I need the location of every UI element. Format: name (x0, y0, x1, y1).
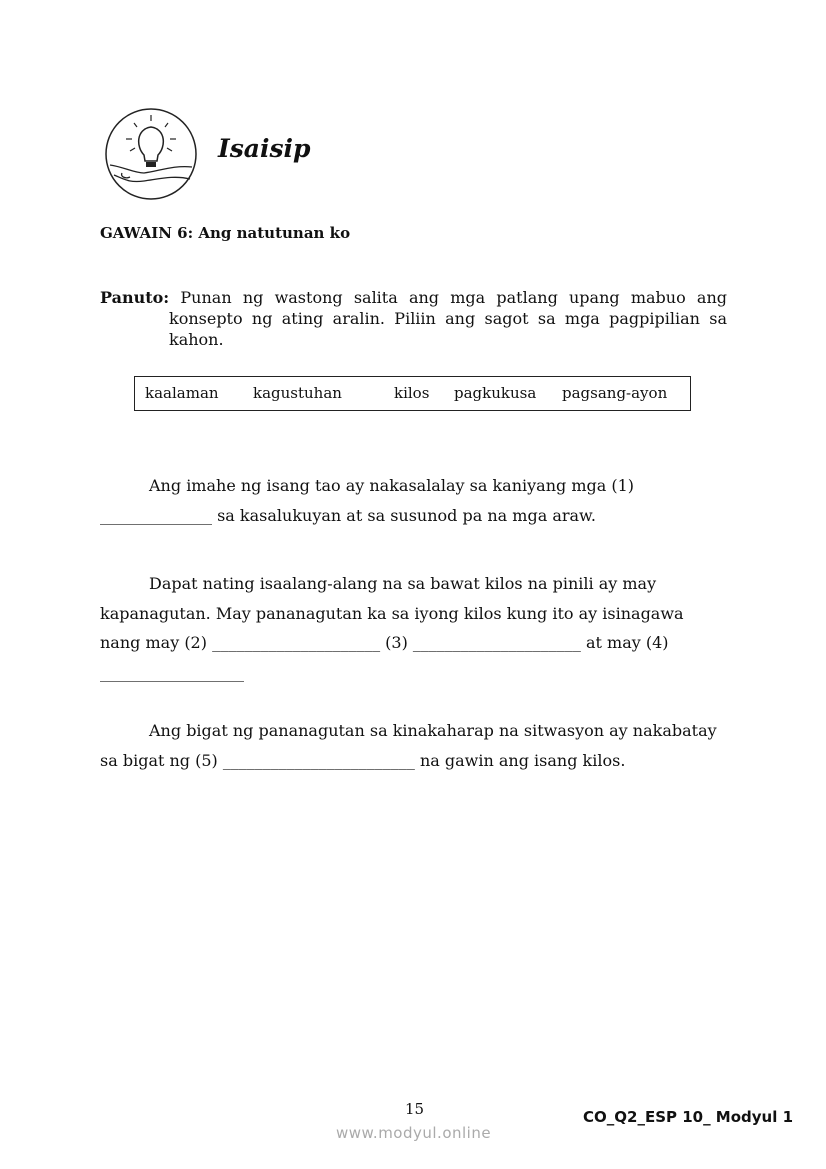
watermark: www.modyul.online (336, 1124, 492, 1142)
paragraph-line-blank-1[interactable]: ______________ sa kasalukuyan at sa susunod pa na mga araw. (100, 505, 596, 525)
instructions-text: Punan ng wastong salita ang mga patlang upang mabuo ang konsepto ng ating aralin. Piliin ang sagot sa mga pagpipilian sa kahon. (169, 288, 727, 349)
section-title: Isaisip (218, 134, 311, 163)
lightbulb-hand-icon (104, 107, 198, 201)
paragraph-line: kapanagutan. May pananagutan ka sa iyong kilos kung ito ay isinagawa (100, 603, 684, 623)
instructions (100, 287, 727, 350)
word-bank-item: pagsang-ayon (562, 384, 668, 402)
instructions-label: Panuto: (100, 288, 170, 307)
paragraph-2 (100, 569, 727, 687)
paragraph-line-blank-5[interactable]: sa bigat ng (5) ________________________ na gawin ang isang kilos. (100, 750, 626, 770)
paragraph-line: Ang imahe ng isang tao ay nakasalalay sa kaniyang mga (1) (149, 476, 635, 495)
word-bank-item: kagustuhan (253, 384, 342, 402)
activity-title: GAWAIN 6: Ang natutunan ko (100, 224, 351, 242)
word-bank-item: pagkukusa (454, 384, 537, 402)
paragraph-line-blanks-2-4[interactable]: nang may (2) _____________________ (3) _____________________ at may (4) (100, 633, 669, 652)
paragraph-line: Ang bigat ng pananagutan sa kinakaharap na sitwasyon ay nakabatay (149, 721, 717, 740)
module-code: CO_Q2_ESP 10_ Modyul 1 (583, 1108, 794, 1126)
word-bank-item: kaalaman (145, 384, 219, 402)
paragraph-line-blank-4[interactable]: __________________ (100, 662, 244, 682)
paragraph-line: Dapat nating isaalang-alang na sa bawat kilos na pinili ay may (149, 574, 657, 593)
word-bank-box (134, 376, 691, 411)
word-bank-item: kilos (394, 384, 430, 402)
page-number: 15 (405, 1100, 425, 1118)
paragraph-1 (100, 471, 727, 530)
paragraph-3 (100, 716, 727, 775)
